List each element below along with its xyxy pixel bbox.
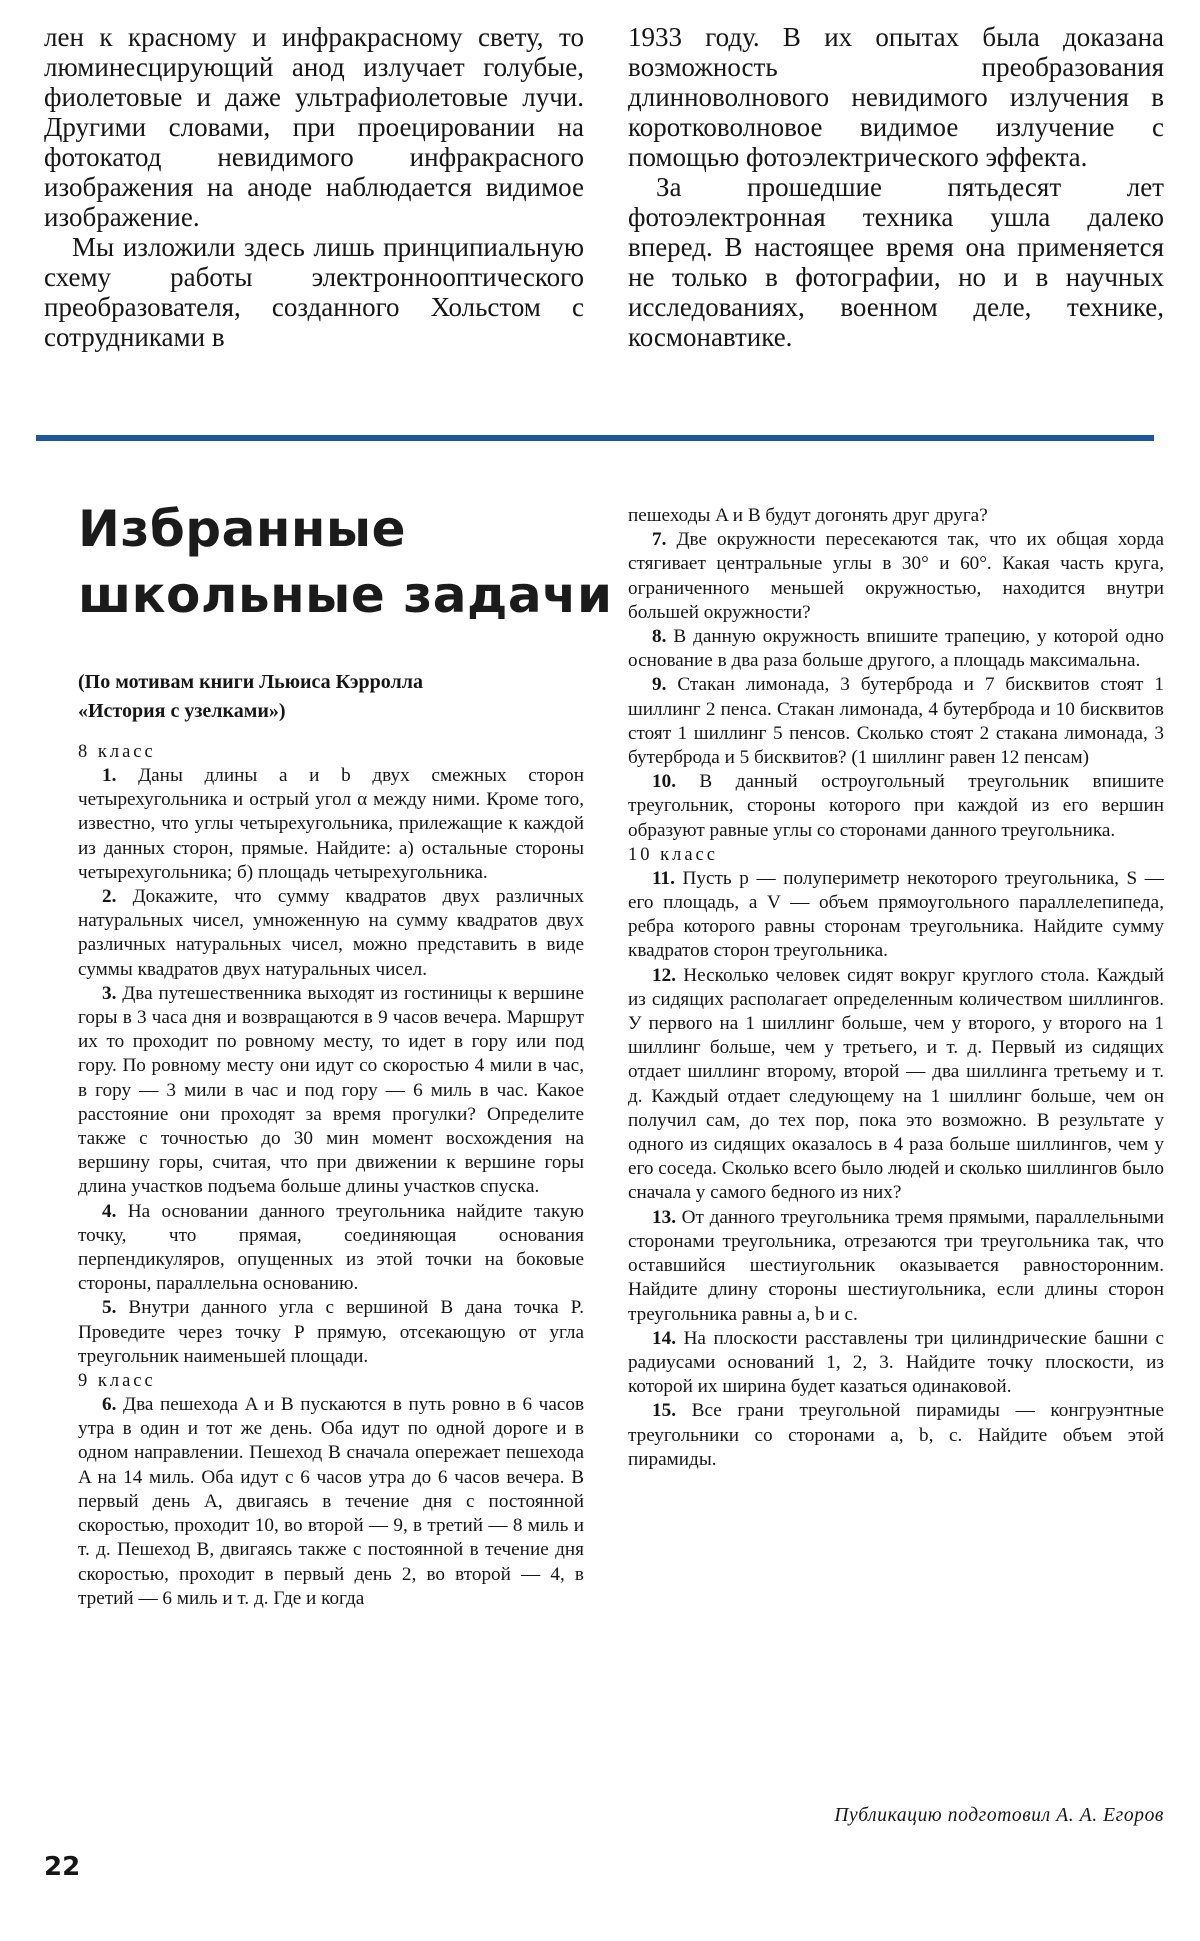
article-title	[78, 496, 618, 628]
problem-text: Все грани треугольной пирамиды — конгруэнтные треугольники со сторонами a, b, c. Найдите объем этой пирамиды.	[628, 1400, 1165, 1470]
problem-number: 10.	[652, 771, 676, 793]
problem-number: 6.	[102, 1394, 117, 1416]
page-number: 22	[44, 1852, 81, 1882]
problem	[78, 982, 584, 1200]
problem	[78, 1393, 584, 1611]
problem-text: Внутри данного угла с вершиной B дана точка P. Проведите через точку P прямую, отсекающую от угла треугольник наименьшей площади.	[78, 1297, 584, 1367]
problem	[628, 528, 1164, 625]
paragraph: За прошедшие пятьдесят лет фотоэлектронная техника ушла далеко вперед. В настоящее время она применяется не только в фотографии, но и в научных исследованиях, военном деле, технике, космонавтике.	[628, 172, 1164, 352]
problem	[78, 1200, 584, 1297]
article-subtitle	[78, 668, 598, 726]
problem	[628, 673, 1164, 770]
problem-number: 1.	[102, 765, 117, 786]
problems-left-column	[78, 740, 584, 1611]
problem-text: Два путешественника выходят из гостиницы к вершине горы в 3 часа дня и возвращаются в 9 часов вечера. Маршрут их то проходит по ровному месту, то идет в гору или под гору. По ровному месту они идут со скоростью 4 мили в час, в гору — 3 мили в час и под гору — 6 миль в час. Какое расстояние они проходят за время прогулки? Определите также с точностью до 30 мин момент восхождения на вершину горы, считая, что при движении к вершине горы длина участков подъема больше длины участков спуска.	[78, 982, 585, 1198]
paragraph: Мы изложили здесь лишь принципиальную схему работы электроннооптического преобразователя, созданного Хольстом с сотрудниками в	[44, 232, 584, 352]
problem-number: 11.	[652, 867, 675, 889]
problem-text: Даны длины a и b двух смежных сторон четырехугольника и острый угол α между ними. Кроме того, известно, что углы четырехугольника, прилежащие к каждой из данных сторон, прямые. Найдите: а) остальные стороны четырехугольника; б) площадь четырехугольника.	[78, 765, 584, 883]
subtitle-line: (По мотивам книги Льюиса Кэрролла	[78, 671, 423, 693]
problem-continuation: пешеходы A и B будут догонять друг друга?	[628, 505, 988, 526]
problem	[628, 867, 1164, 964]
problem	[78, 885, 584, 982]
section-divider	[36, 435, 1154, 441]
problem	[628, 964, 1164, 1206]
problem	[628, 770, 1164, 843]
problem-text: В данный остроугольный треугольник впишите треугольник, стороны которого при каждой из его вершин образуют равные углы со сторонами данного треугольника.	[628, 771, 1164, 841]
problem-number: 9.	[652, 674, 667, 696]
problem-number: 13.	[652, 1206, 676, 1228]
problem-number: 15.	[652, 1400, 676, 1422]
problem-number: 3.	[102, 982, 117, 1004]
problem-text: Несколько человек сидят вокруг круглого стола. Каждый из сидящих располагает определенным количеством шиллингов. У первого на 1 шиллинг больше, чем у второго, у второго на 1 шиллинг больше, чем у третьего, и т. д. Первый из сидящих отдает шиллинг второму, второй — два шиллинга третьему и т. д. Каждый отдает следующему на 1 шиллинг больше, чем он получил сам, до тех пор, пока это возможно. В результате у одного из сидящих оказалось в 4 раза больше шиллингов, чем у его соседа. Сколько всего было людей и сколько шиллингов было сначала у самого бедного из них?	[628, 964, 1164, 1204]
subtitle-line: «История с узелками»)	[78, 700, 286, 722]
problem-number: 8.	[652, 626, 667, 648]
title-line: Избранные	[78, 500, 407, 558]
problem-number: 7.	[652, 529, 667, 551]
problem-number: 4.	[102, 1200, 117, 1222]
title-line: школьные задачи	[78, 566, 613, 624]
grade-heading: 9 класс	[78, 1371, 156, 1392]
publication-credit: Публикацию подготовил А. А. Егоров	[834, 1805, 1164, 1826]
problem	[628, 625, 1164, 673]
problem-text: От данного треугольника тремя прямыми, параллельными сторонами треугольника, отрезаются три треугольника так, что оставшийся шестиугольник оказывается равносторонним. Найдите длину стороны шестиугольника, если длины сторон треугольника равны a, b и c.	[628, 1206, 1164, 1325]
problem	[628, 1399, 1164, 1472]
problems-right-column	[628, 504, 1164, 1472]
paragraph: 1933 году. В их опытах была доказана возможность преобразования длинноволнового невидимого излучения в коротковолновое видимое излучение с помощью фотоэлектрического эффекта.	[628, 22, 1164, 172]
problem-number: 14.	[652, 1327, 676, 1349]
grade-heading: 8 класс	[78, 742, 156, 762]
problem-text: Докажите, что сумму квадратов двух различных натуральных чисел, умноженную на сумму квадратов двух различных натуральных чисел, можно представить в виде суммы квадратов двух натуральных чисел.	[78, 886, 584, 980]
previous-article-right-column	[628, 22, 1164, 352]
grade-heading: 10 класс	[628, 844, 718, 865]
previous-article-left-column	[44, 22, 584, 352]
problem	[628, 1206, 1164, 1327]
problem-number: 12.	[652, 964, 676, 986]
problem-text: В данную окружность впишите трапецию, у которой одно основание в два раза больше другого, а площадь максимальна.	[628, 626, 1164, 672]
paragraph: лен к красному и инфракрасному свету, то люминесцирующий анод излучает голубые, фиолетовые и даже ультрафиолетовые лучи. Другими словами, при проецировании на фотокатод невидимого инфракрасного изображения на аноде наблюдается видимое изображение.	[44, 22, 584, 232]
problem-text: На плоскости расставлены три цилиндрические башни с радиусами оснований 1, 2, 3. Найдите точку плоскости, из которой их ширина будет казаться одинаковой.	[628, 1327, 1164, 1398]
problem-text: Стакан лимонада, 3 бутерброда и 7 бисквитов стоят 1 шиллинг 2 пенса. Стакан лимонада, 4 бутерброда и 10 бисквитов стоят 1 шиллинг 5 пенсов. Сколько стоят 2 стакана лимонада, 3 бутерброда и 5 бисквитов? (1 шиллинг равен 12 пенсам)	[628, 674, 1165, 769]
problem-number: 5.	[102, 1297, 117, 1319]
problem-text: Пусть p — полупериметр некоторого треугольника, S — его площадь, а V — объем прямоугольного параллелепипеда, ребра которого равны сторонам треугольника. Найдите сумму квадратов сторон треугольника.	[628, 867, 1164, 962]
problem-number: 2.	[102, 886, 117, 908]
problem	[628, 1327, 1164, 1400]
problem	[78, 1296, 584, 1369]
problem-text: На основании данного треугольника найдите такую точку, что прямая, соединяющая основания перпендикуляров, опущенных из этой точки на боковые стороны, параллельна основанию.	[78, 1200, 585, 1295]
problem	[78, 764, 584, 885]
problem-text: Два пешехода A и B пускаются в путь ровно в 6 часов утра в один и тот же день. Оба идут по одной дороге и в одном направлении. Пешеход B сначала опережает пешехода A на 14 миль. Оба идут с 6 часов утра до 6 часов вечера. В первый день A, двигаясь в течение дня с постоянной скоростью, проходит 10, во второй — 9, в третий — 8 миль и т. д. Пешеход B, двигаясь также с постоянной в течение дня скоростью, проходит в первый день 2, во второй — 4, в третий — 6 миль и т. д. Где и когда	[78, 1394, 585, 1609]
problem-text: Две окружности пересекаются так, что их общая хорда стягивает центральные углы в 30° и 60°. Какая часть круга, ограниченного меньшей окружностью, находится внутри большей окружности?	[628, 529, 1165, 623]
